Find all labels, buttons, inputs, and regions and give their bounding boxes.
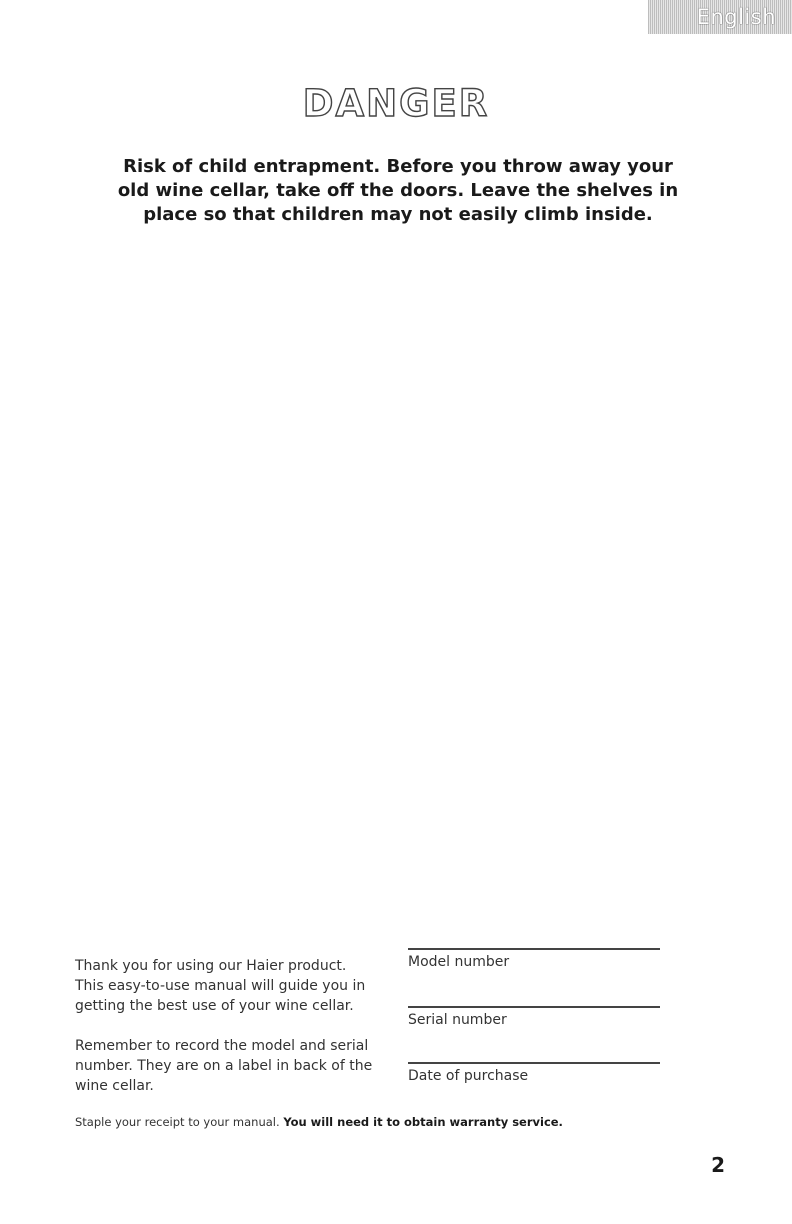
serial-number-field: Serial number [408,1006,660,1028]
language-tab-label: English [696,5,776,29]
danger-line-2: old wine cellar, take off the doors. Leave the shelves in [117,180,679,201]
intro-line: number. They are on a label in back of the [75,1058,373,1074]
intro-line: This easy-to-use manual will guide you in [75,978,366,994]
staple-receipt-note [75,1115,695,1129]
intro-line: Thank you for using our Haier product. [75,958,347,974]
language-tab [648,0,792,34]
model-number-field: Model number [408,948,660,970]
date-of-purchase-field: Date of purchase [408,1062,660,1084]
warranty-note-text: You will need it to obtain warranty service. [283,1115,563,1129]
danger-warning-text [100,155,696,227]
intro-line: getting the best use of your wine cellar. [75,998,354,1014]
intro-line: wine cellar. [75,1078,154,1094]
danger-line-3: place so that children may not easily climb inside. [143,204,653,225]
danger-line-1: Risk of child entrapment. Before you throw away your [123,156,673,177]
intro-paragraph-record [75,1036,395,1096]
staple-note-text: Staple your receipt to your manual. [75,1115,284,1129]
danger-title: DANGER [302,82,490,125]
intro-line: Remember to record the model and serial [75,1038,369,1054]
intro-paragraph-thanks [75,956,395,1016]
page-number: 2 [711,1153,725,1177]
